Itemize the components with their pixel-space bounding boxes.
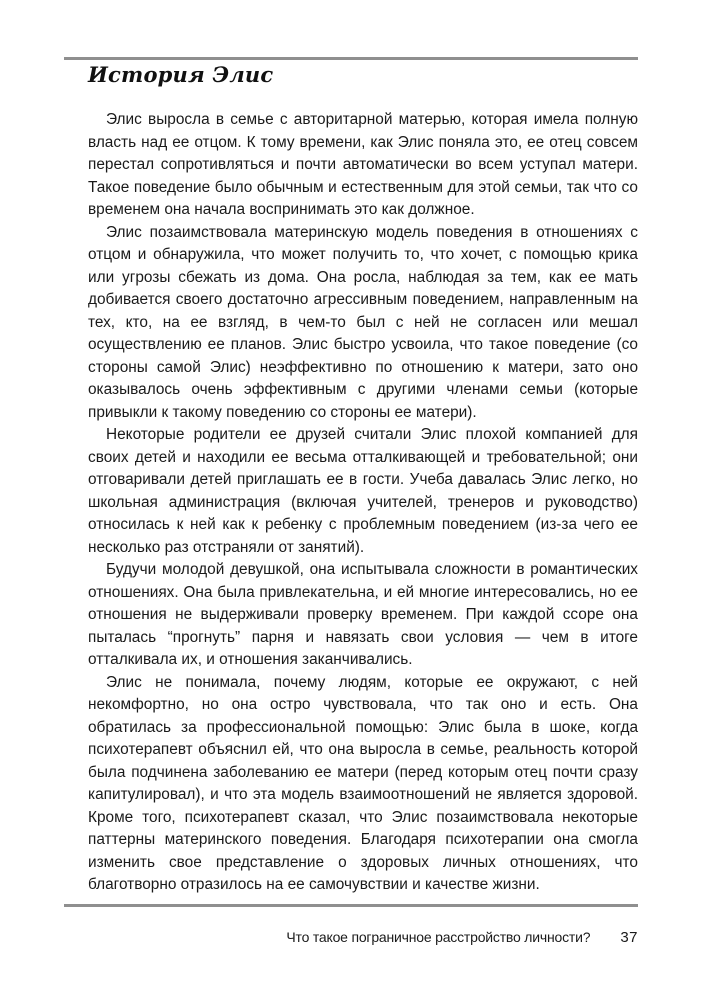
paragraph-2: Элис позаимствовала материнскую модель поведения в отношениях с отцом и обнаружила, что может получить то, что хочет, с помощью крика или угрозы сбежать из дома. Она росла, наблюдая за тем, как ее мать добивается своего достаточно агрессивным поведением, направленным на тех, кто, на ее взгляд, в чем-то был с ней не согласен или мешал осуществлению ее планов. Элис быстро усвоила, что такое поведение (со стороны самой Элис) неэффективно по отношению к матери, зато оно оказывалось очень эффективным с другими членами семьи (которые привыкли к такому поведению со стороны ее матери). <box>88 223 638 421</box>
page-footer <box>286 929 638 946</box>
paragraph-4: Будучи молодой девушкой, она испытывала сложности в романтических отношениях. Она была привлекательна, и ей многие интересовались, но ее отношения не выдерживали проверку временем. При каждой ссоре она пыталась “прогнуть” парня и навязать свои условия — чем в итоге отталкивала их, и отношения заканчивались. <box>88 561 638 668</box>
sidebar-title: История Элис <box>88 62 274 87</box>
page-number: 37 <box>620 929 638 946</box>
paragraph-5: Элис не понимала, почему людям, которые ее окружают, с ней некомфортно, но она остро чувствовала, что так оно и есть. Она обратилась за профессиональной помощью: Элис была в шоке, когда психотерапевт объяснил ей, что она выросла в семье, реальность которой была подчинена заболеванию ее матери (перед которым отец почти сразу капитулировал), и что эта модель взаимоотношений не является здоровой. Кроме того, психотерапевт сказал, что Элис позаимствовала некоторые паттерны материнского поведения. Благодаря психотерапии она смогла изменить свое представление о здоровых личных отношениях, что благотворно отразилось на ее самочувствии и качестве жизни. <box>88 673 638 893</box>
sidebar-top-rule <box>64 57 638 60</box>
sidebar-body <box>88 109 638 897</box>
sidebar-bottom-rule <box>64 904 638 907</box>
paragraph-3: Некоторые родители ее друзей считали Элис плохой компанией для своих детей и находили ее весьма отталкивающей и требовательной; они отговаривали детей приглашать ее в гости. Учеба давалась Элис легко, но школьная администрация (включая учителей, тренеров и руководство) относилась к ней как к ребенку с проблемным поведением (из-за чего ее несколько раз отстраняли от занятий). <box>88 426 638 556</box>
paragraph-1: Элис выросла в семье с авторитарной матерью, которая имела полную власть над ее отцом. К тому времени, как Элис поняла это, ее отец совсем перестал сопротивляться и почти автоматически во всем уступал матери. Такое поведение было обычным и естественным для этой семьи, так что со временем она начала воспринимать это как должное. <box>88 111 638 218</box>
running-title: Что такое пограничное расстройство личности? <box>286 929 591 945</box>
